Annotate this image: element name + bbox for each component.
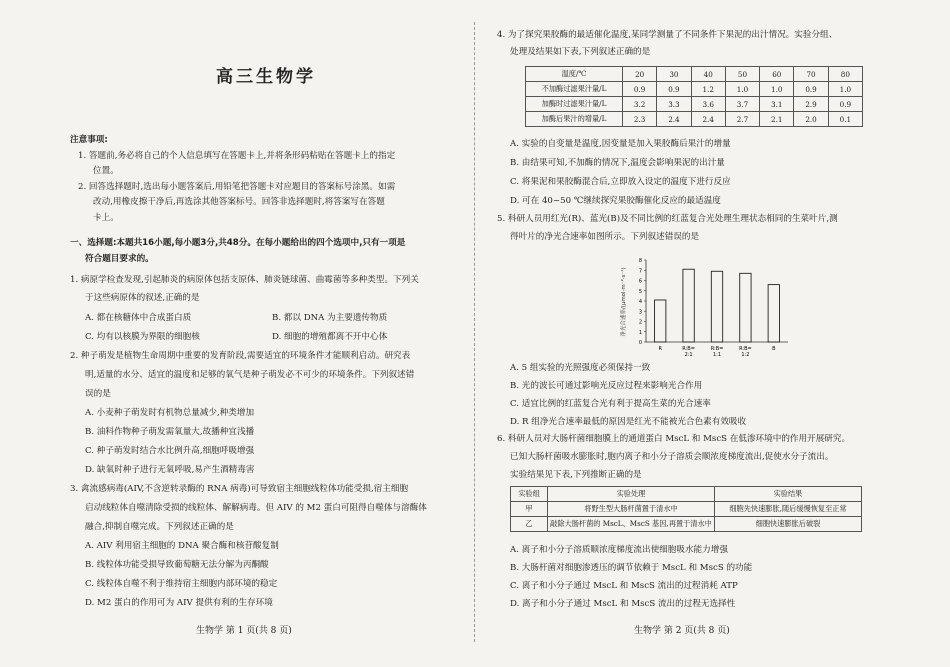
q2-stem-cont: 明,适量的水分、适宜的温度和足够的氧气是种子萌发必不可少的环境条件。下列叙述错 <box>85 370 415 380</box>
y-tick-label: 0 <box>638 340 642 346</box>
section-heading-cont: 符合题目要求的。 <box>85 254 154 264</box>
q4-option-d: D. 可在 40~50 ℃继续探究果胶酶催化反应的最适温度 <box>510 196 721 206</box>
section-heading: 一、选择题:本题共16小题,每小题3分,共48分。在每小题给出的四个选项中,只有一项是 <box>70 238 406 248</box>
q4-option-b: B. 由结果可知,不加酶的情况下,温度会影响果泥的出汁量 <box>510 158 725 168</box>
x-tick-label: R:B= <box>682 346 695 352</box>
y-tick-label: 3 <box>638 309 642 316</box>
table-cell: 敲除大肠杆菌的 MscL、MscS 基因,再置于清水中 <box>548 517 715 532</box>
q6-stem: 6. 科研人员对大肠杆菌细胞膜上的通道蛋白 MscL 和 MscS 在低渗环境中的作用开展研究。 <box>497 434 851 444</box>
y-tick-label: 4 <box>638 299 642 305</box>
y-tick-label: 6 <box>638 278 642 285</box>
q6-option-b: B. 大肠杆菌对细胞渗透压的调节依赖于 MscL 和 MscS 的功能 <box>510 563 753 573</box>
table-cell: 2.4 <box>691 112 725 127</box>
table-header-cell: 40 <box>691 67 725 82</box>
table-header-cell: 80 <box>828 67 862 82</box>
table-cell: 2.4 <box>657 112 691 127</box>
q4-option-a: A. 实验的自变量是温度,因变量是加入果胶酶后果汁的增量 <box>510 139 731 149</box>
table-cell: 将野生型大肠杆菌置于清水中 <box>548 502 715 517</box>
table-row <box>511 502 862 517</box>
y-axis-label: 净光合速率/(μmol·m⁻²·s⁻¹) <box>621 267 627 337</box>
table-cell: 不加酶过滤果汁量/L <box>526 82 623 97</box>
table-cell: 2.0 <box>794 112 828 127</box>
q2-stem-cont2: 误的是 <box>85 389 111 399</box>
q3-option-a: A. AIV 利用宿主细胞的 DNA 聚合酶和核苷酸复制 <box>85 541 279 551</box>
bar <box>711 271 722 342</box>
q2-option-c: C. 种子萌发时结合水比例升高,细胞呼吸增强 <box>85 446 255 456</box>
table-cell: 1.0 <box>828 82 862 97</box>
table-header-cell: 30 <box>657 67 691 82</box>
y-tick-label: 8 <box>638 258 642 264</box>
table-header-cell: 实验结果 <box>715 487 862 502</box>
table-cell: 甲 <box>511 502 548 517</box>
bar <box>655 300 666 342</box>
note-1-cont: 位置。 <box>93 166 119 176</box>
table-cell: 0.9 <box>794 82 828 97</box>
q4-stem-cont: 处理及结果如下表,下列叙述正确的是 <box>510 47 651 57</box>
bar <box>683 269 694 342</box>
q1-option-a: A. 都在核糖体中合成蛋白质 <box>85 313 192 323</box>
q5-stem: 5. 科研人员用红光(R)、蓝光(B)及不同比例的红蓝复合光处理生理状态相同的生菜叶片,测 <box>497 214 838 224</box>
table-cell: 2.3 <box>623 112 657 127</box>
x-tick-label: R <box>658 346 662 352</box>
bar <box>768 285 779 342</box>
table-cell: 3.2 <box>623 97 657 112</box>
q5-option-c: C. 适宜比例的红蓝复合光有利于提高生菜的光合速率 <box>510 399 711 409</box>
x-tick-label: 1:1 <box>712 352 722 358</box>
q6-stem-cont2: 实验结果见下表,下列推断正确的是 <box>510 470 642 480</box>
y-tick-label: 5 <box>638 288 642 295</box>
q5-option-b: B. 光的波长可通过影响光反应过程来影响光合作用 <box>510 381 703 391</box>
y-tick-label: 1 <box>638 329 642 336</box>
table-cell: 乙 <box>511 517 548 532</box>
table-cell: 加酶时过滤果汁量/L <box>526 97 623 112</box>
q4-stem: 4. 为了探究果胶酶的最适催化温度,某同学测量了不同条件下果泥的出汁情况。实验分组、 <box>497 30 838 40</box>
table-cell: 3.3 <box>657 97 691 112</box>
q6-option-a: A. 离子和小分子溶质顺浓度梯度流出使细胞吸水能力增强 <box>510 545 728 555</box>
x-tick-label: R:B= <box>739 346 752 352</box>
table-header-cell: 实验组 <box>511 487 548 502</box>
q3-stem: 3. 禽流感病毒(AIV,不含逆转录酶的 RNA 病毒)可导致宿主细胞线粒体功能受损,宿主细胞 <box>70 484 409 494</box>
table-cell: 加酶后果汁的增量/L <box>526 112 623 127</box>
footer-left: 生物学 第 1 页(共 8 页) <box>196 626 292 636</box>
q4-option-c: C. 将果泥和果胶酶混合后,立即放入设定的温度下进行反应 <box>510 177 731 187</box>
table-cell: 0.9 <box>828 97 862 112</box>
q2-option-d: D. 缺氧时种子进行无氧呼吸,易产生酒精毒害 <box>85 465 255 475</box>
y-tick-label: 7 <box>638 268 642 275</box>
q3-option-b: B. 线粒体功能受损导致葡萄糖无法分解为丙酮酸 <box>85 560 269 570</box>
table-cell: 2.7 <box>725 112 759 127</box>
table-header-cell: 70 <box>794 67 828 82</box>
q3-stem-cont: 启动线粒体自噬清除受损的线粒体、解解病毒。但 AIV 的 M2 蛋白可阻得自噬体与溶酶体 <box>85 503 427 513</box>
table-row <box>526 82 863 97</box>
q1-option-b: B. 都以 DNA 为主要遗传物质 <box>272 313 388 323</box>
table-cell: 2.9 <box>794 97 828 112</box>
page-title: 高三生物学 <box>216 67 316 87</box>
q5-stem-cont: 得叶片的净光合速率如图所示。下列叙述错误的是 <box>510 232 700 242</box>
x-tick-label: 2:1 <box>684 352 693 358</box>
note-2-cont2: 卡上。 <box>93 213 119 223</box>
table-header-row <box>511 487 862 502</box>
table-header-cell: 60 <box>760 67 794 82</box>
notes-heading: 注意事项: <box>70 135 108 145</box>
q3-option-d: D. M2 蛋白的作用可为 AIV 提供有利的生存环境 <box>85 598 273 608</box>
table-header-row <box>526 67 863 82</box>
table-cell: 3.1 <box>760 97 794 112</box>
q6-stem-cont: 已知大肠杆菌吸水膨胀时,胞内离子和小分子溶质会顺浓度梯度流出,促使水分子流出。 <box>510 452 834 462</box>
table-row <box>526 97 863 112</box>
note-2: 2. 回答选择题时,选出每小题答案后,用铅笔把答题卡对应题目的答案标号涂黑。如需 <box>78 182 396 192</box>
q6-option-c: C. 离子和小分子通过 MscL 和 MscS 流出的过程消耗 ATP <box>510 581 738 591</box>
q1-stem: 1. 病原学检查发现,引起肺炎的病原体包括支原体、肺炎链球菌、曲霉菌等多种类型。下列关 <box>70 275 419 285</box>
table-cell: 2.1 <box>760 112 794 127</box>
q6-option-d: D. 离子和小分子通过 MscL 和 MscS 流出的过程无选择性 <box>510 599 736 609</box>
q2-option-b: B. 油料作物种子萌发需氧量大,故播种宜浅播 <box>85 427 255 437</box>
footer-right: 生物学 第 2 页(共 8 页) <box>634 626 730 636</box>
table-cell: 0.9 <box>657 82 691 97</box>
q1-option-d: D. 细胞的增殖都离不开中心体 <box>272 332 388 342</box>
note-1: 1. 答题前,务必将自己的个人信息填写在答题卡上,并将条形码粘贴在答题卡上的指定 <box>78 151 396 161</box>
x-tick-label: R:B= <box>710 346 724 352</box>
table-cell: 1.0 <box>760 82 794 97</box>
q5-option-d: D. R 组净光合速率最低的原因是红光不能被光合色素有效吸收 <box>510 417 747 427</box>
table-header-cell: 温度/℃ <box>526 67 623 82</box>
q1-stem-cont: 于这些病原体的叙述,正确的是 <box>85 293 200 303</box>
table-cell: 0.9 <box>623 82 657 97</box>
table-cell: 3.7 <box>725 97 759 112</box>
table-cell: 细胞快速膨胀后破裂 <box>715 517 862 532</box>
table-header-cell: 实验处理 <box>548 487 715 502</box>
table-row <box>526 112 863 127</box>
q4-table <box>525 66 863 127</box>
bar <box>740 273 751 342</box>
table-header-cell: 50 <box>725 67 759 82</box>
note-2-cont: 改动,用橡皮擦干净后,再选涂其他答案标号。回答非选择题时,将答案写在答题 <box>93 197 385 207</box>
table-cell: 细胞先快速膨胀,随后缓慢恢复至正常 <box>715 502 862 517</box>
table-cell: 1.2 <box>691 82 725 97</box>
q3-stem-cont2: 融合,抑制自噬完成。下列叙述正确的是 <box>85 522 234 532</box>
table-cell: 3.6 <box>691 97 725 112</box>
q5-bar-chart <box>616 254 796 360</box>
y-tick-label: 2 <box>638 319 642 326</box>
q1-option-c: C. 均有以核膜为界限的细胞核 <box>85 332 200 342</box>
q3-option-c: C. 线粒体自噬不利于维持宿主细胞内部环境的稳定 <box>85 579 278 589</box>
q5-option-a: A. 5 组实验的光照强度必须保持一致 <box>510 363 651 373</box>
table-cell: 1.0 <box>725 82 759 97</box>
q2-stem: 2. 种子萌发是植物生命周期中重要的发育阶段,需要适宜的环境条件才能顺利启动。研究表 <box>70 351 411 361</box>
table-cell: 0.1 <box>828 112 862 127</box>
x-tick-label: 1:2 <box>741 352 750 358</box>
x-tick-label: B <box>772 346 776 352</box>
q6-table <box>510 486 862 532</box>
table-header-cell: 20 <box>623 67 657 82</box>
q2-option-a: A. 小麦种子萌发时有机物总量减少,种类增加 <box>85 408 255 418</box>
table-row <box>511 517 862 532</box>
